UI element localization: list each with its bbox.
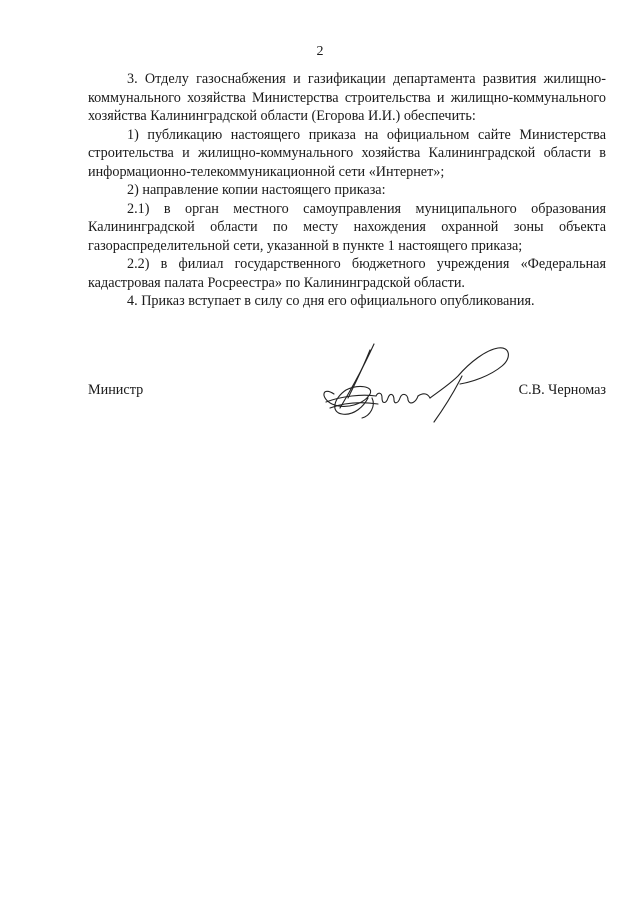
paragraph-item-3: 3. Отделу газоснабжения и газификации департамента развития жилищно-коммунального хозяйства Министерства строительства и жилищно-коммунального хозяйства Калининградской области (Егорова И.И.) обеспечить:	[88, 71, 606, 124]
paragraph-subitem-2-1: 2.1) в орган местного самоуправления муниципального образования Калининградской области по месту нахождения охранной зоны объекта газораспределительной сети, указанной в пункте 1 настоящего приказа;	[88, 200, 606, 254]
page-number: 2	[316, 44, 324, 59]
paragraph-item-4: 4. Приказ вступает в силу со дня его официального опубликования.	[127, 293, 535, 309]
paragraph-subitem-1: 1) публикацию настоящего приказа на официальном сайте Министерства строительства и жилищно-коммунального хозяйства Калининградской области в информационно-телекоммуникационной сети «Интернет»;	[88, 126, 606, 180]
signer-name: С.В. Черномаз	[518, 382, 606, 398]
handwritten-signature	[312, 336, 522, 426]
paragraph-subitem-2-2: 2.2) в филиал государственного бюджетного учреждения «Федеральная кадастровая палата Росреестра» по Калининградской области.	[88, 256, 606, 291]
paragraph-subitem-2: 2) направление копии настоящего приказа:	[127, 182, 386, 198]
signer-position: Министр	[88, 382, 144, 398]
document-body	[88, 70, 606, 311]
